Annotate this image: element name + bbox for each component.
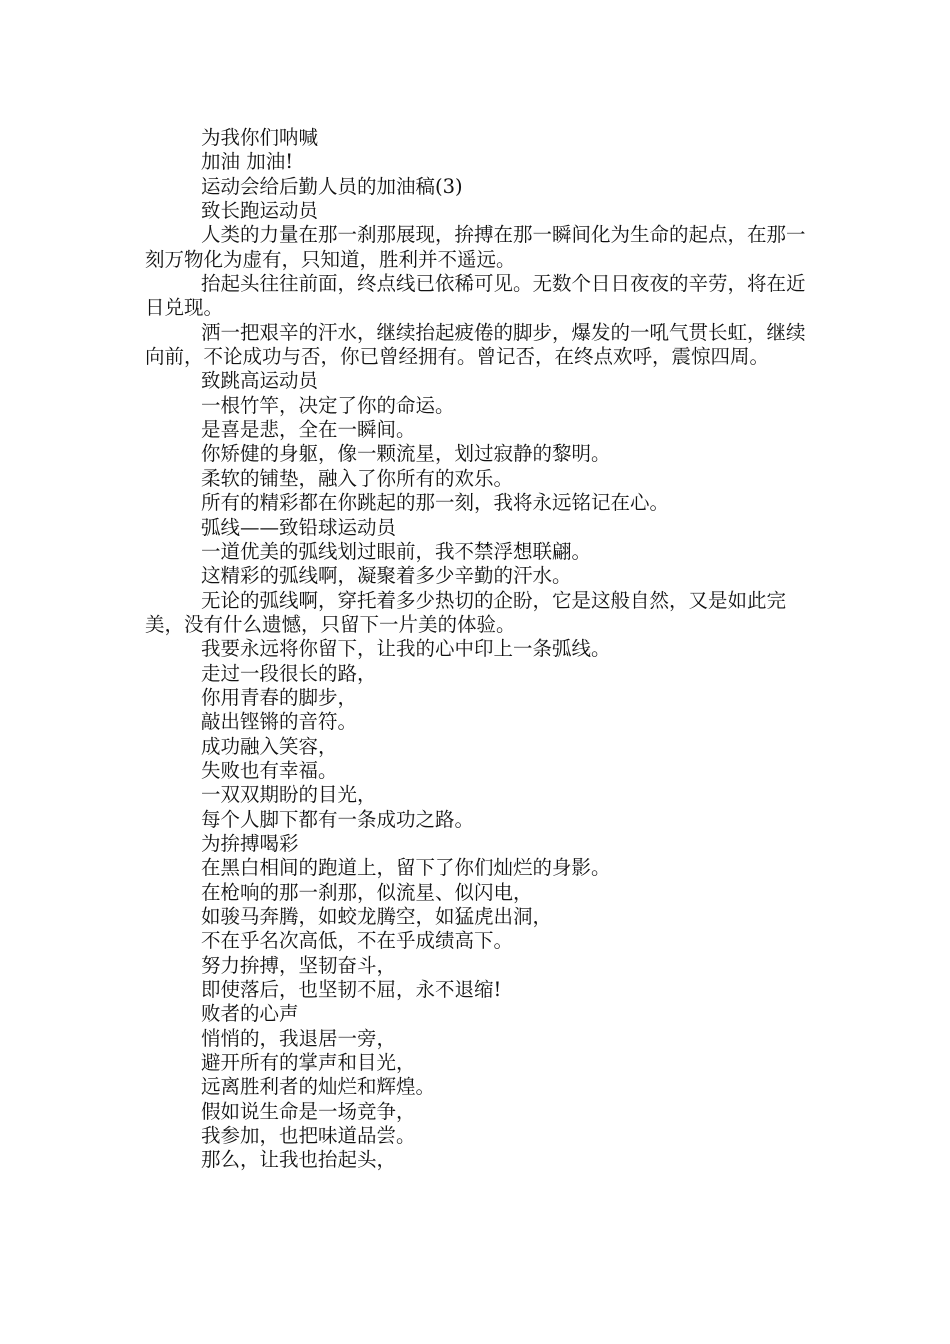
- section-heading-cheer: 为拚搏喝彩: [201, 831, 299, 855]
- paragraph-12: 柔软的铺垫，融入了你所有的欢乐。: [201, 466, 514, 490]
- paragraph-2: 加油 加油!: [201, 150, 294, 174]
- paragraph-5: 人类的力量在那一刹那展现，拚搏在那一瞬间化为生命的起点，在那一刻万物化为虚有，只知道，胜利并不遥远。: [145, 223, 806, 271]
- paragraph-10: 是喜是悲，全在一瞬间。: [201, 418, 416, 442]
- paragraph-19: 走过一段很长的路，: [201, 661, 377, 685]
- paragraph-37: 假如说生命是一场竞争，: [201, 1099, 416, 1123]
- paragraph-21: 敲出铿锵的音符。: [201, 710, 358, 734]
- paragraph-32: 即使落后，也坚韧不屈，永不退缩!: [201, 978, 502, 1002]
- paragraph-6: 抬起头往往前面，终点线已依稀可见。无数个日日夜夜的辛劳，将在近日兑现。: [145, 272, 806, 320]
- paragraph-20: 你用青春的脚步，: [201, 685, 358, 709]
- paragraph-35: 避开所有的掌声和目光，: [201, 1051, 416, 1075]
- paragraph-28: 在枪响的那一刹那，似流星、似闪电，: [201, 880, 533, 904]
- paragraph-24: 一双双期盼的目光，: [201, 783, 377, 807]
- paragraph-13: 所有的精彩都在你跳起的那一刻，我将永远铭记在心。: [201, 491, 670, 515]
- paragraph-3: 运动会给后勤人员的加油稿(3): [201, 174, 463, 198]
- section-heading-long-distance: 致长跑运动员: [201, 199, 319, 223]
- paragraph-29: 如骏马奔腾，如蛟龙腾空，如猛虎出洞，: [201, 905, 553, 928]
- paragraph-11: 你矫健的身躯，像一颗流星，划过寂静的黎明。: [201, 442, 611, 466]
- paragraph-16: 这精彩的弧线啊，凝聚着多少辛勤的汗水。: [201, 564, 572, 588]
- paragraph-15: 一道优美的弧线划过眼前，我不禁浮想联翩。: [201, 539, 592, 563]
- paragraph-7: 洒一把艰辛的汗水，继续抬起疲倦的脚步，爆发的一吼气贯长虹，继续向前，不论成功与否，你已曾经拥有。曾记否，在终点欢呼，震惊四周。: [145, 320, 806, 369]
- paragraph-30: 不在乎名次高低，不在乎成绩高下。: [201, 929, 514, 953]
- paragraph-39: 那么，让我也抬起头，: [201, 1148, 397, 1172]
- paragraph-36: 远离胜利者的灿烂和辉煌。: [201, 1075, 436, 1099]
- paragraph-22: 成功融入笑容，: [201, 734, 338, 758]
- paragraph-23: 失败也有幸福。: [201, 758, 338, 782]
- paragraph-38: 我参加，也把味道品尝。: [201, 1124, 416, 1148]
- paragraph-34: 悄悄的，我退居一旁，: [201, 1026, 397, 1050]
- paragraph-25: 每个人脚下都有一条成功之路。: [201, 807, 475, 831]
- paragraph-31: 努力拚搏，坚韧奋斗，: [201, 953, 397, 977]
- paragraph-1: 为我你们呐喊: [201, 126, 319, 149]
- paragraph-27: 在黑白相间的跑道上，留下了你们灿烂的身影。: [201, 856, 611, 880]
- section-heading-shot-put: 弧线——致铅球运动员: [201, 515, 397, 539]
- paragraph-9: 一根竹竿，决定了你的命运。: [201, 393, 455, 417]
- paragraph-18: 我要永远将你留下，让我的心中印上一条弧线。: [201, 637, 611, 661]
- section-heading-high-jump: 致跳高运动员: [201, 369, 319, 393]
- document-body: [145, 126, 820, 1173]
- section-heading-loser: 败者的心声: [201, 1002, 299, 1026]
- paragraph-17: 无论的弧线啊，穿托着多少热切的企盼，它是这般自然，又是如此完美，没有什么遗憾，只留下一片美的体验。: [145, 588, 787, 636]
